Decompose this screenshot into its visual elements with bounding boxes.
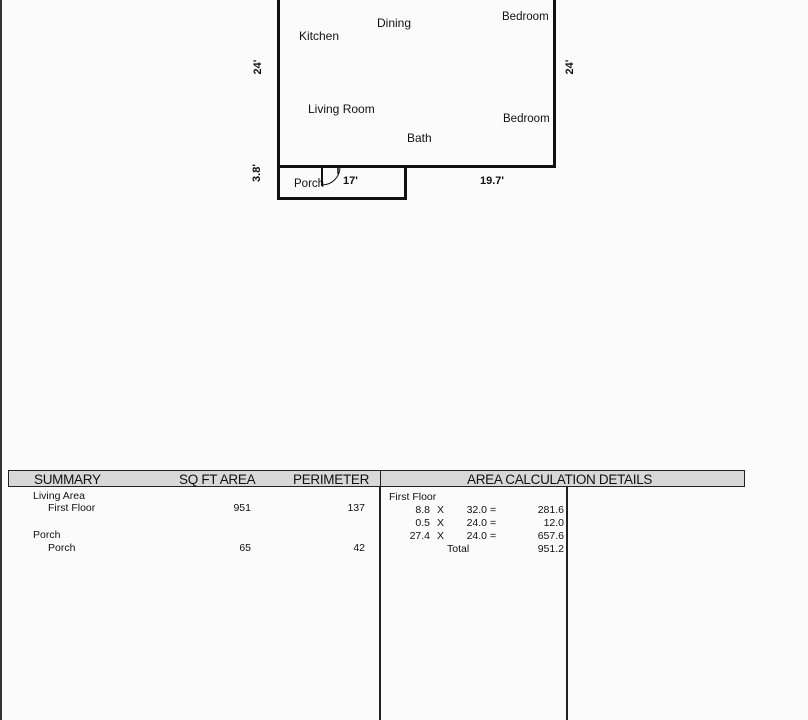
- row-area-first-floor: 951: [233, 502, 251, 514]
- row-label-first-floor: First Floor: [48, 502, 96, 514]
- details-total-value: 951.2: [537, 543, 564, 555]
- room-label-dining: Dining: [377, 16, 412, 30]
- divider-summary-details: [379, 487, 381, 720]
- dimension-porch-width: 17': [343, 175, 358, 187]
- detail-row-2-op: X: [437, 517, 445, 529]
- dimension-right-height: 24': [564, 59, 576, 75]
- header-area-calculation-details: AREA CALCULATION DETAILS: [467, 472, 653, 487]
- detail-row-3-result: 657.6: [537, 530, 564, 542]
- house-wall-right: [553, 0, 556, 168]
- detail-row-3-eq: =: [490, 530, 497, 542]
- room-label-bath: Bath: [407, 131, 432, 145]
- header-sq-ft-area: SQ FT AREA: [179, 472, 256, 487]
- detail-row-2-b: 24.0: [466, 517, 487, 529]
- divider-details-right: [566, 487, 568, 720]
- detail-row-2-result: 12.0: [543, 517, 564, 529]
- room-label-porch: Porch: [294, 178, 325, 190]
- porch-wall-right: [404, 168, 407, 200]
- porch-wall-left: [277, 165, 280, 200]
- room-label-bedroom-1: Bedroom: [502, 11, 549, 23]
- row-perimeter-porch: 42: [353, 542, 365, 554]
- detail-row-3-a: 27.4: [409, 530, 430, 542]
- header-perimeter: PERIMETER: [293, 472, 370, 487]
- row-label-porch: Porch: [48, 542, 76, 554]
- house-wall-left: [277, 0, 280, 168]
- details-total-label: Total: [447, 543, 470, 555]
- summary-header-bar: [8, 470, 381, 487]
- room-label-living-room: Living Room: [308, 102, 375, 116]
- detail-row-3-b: 24.0: [466, 530, 487, 542]
- detail-row-1-result: 281.6: [537, 504, 564, 516]
- header-summary: SUMMARY: [34, 472, 101, 487]
- detail-row-1-eq: =: [490, 504, 497, 516]
- row-perimeter-first-floor: 137: [347, 502, 365, 514]
- room-label-bedroom-2: Bedroom: [503, 113, 550, 125]
- dimension-porch-height: 3.8': [251, 164, 263, 182]
- floor-plan: [0, 0, 808, 210]
- detail-row-1-op: X: [437, 504, 445, 516]
- detail-row-2-a: 0.5: [415, 517, 430, 529]
- dimension-left-height: 24': [252, 59, 264, 75]
- row-area-porch: 65: [239, 542, 251, 554]
- room-label-kitchen: Kitchen: [299, 29, 340, 43]
- details-header-bar: [380, 470, 745, 487]
- dimension-bottom-width: 19.7': [480, 175, 505, 187]
- detail-row-3-op: X: [437, 530, 445, 542]
- detail-row-1-a: 8.8: [415, 504, 430, 516]
- detail-row-2-eq: =: [490, 517, 497, 529]
- detail-row-1-b: 32.0: [466, 504, 487, 516]
- porch-wall-bottom: [277, 197, 407, 200]
- group-label-porch: Porch: [33, 529, 61, 541]
- group-label-living-area: Living Area: [33, 490, 85, 502]
- details-section-first-floor: First Floor: [389, 491, 437, 503]
